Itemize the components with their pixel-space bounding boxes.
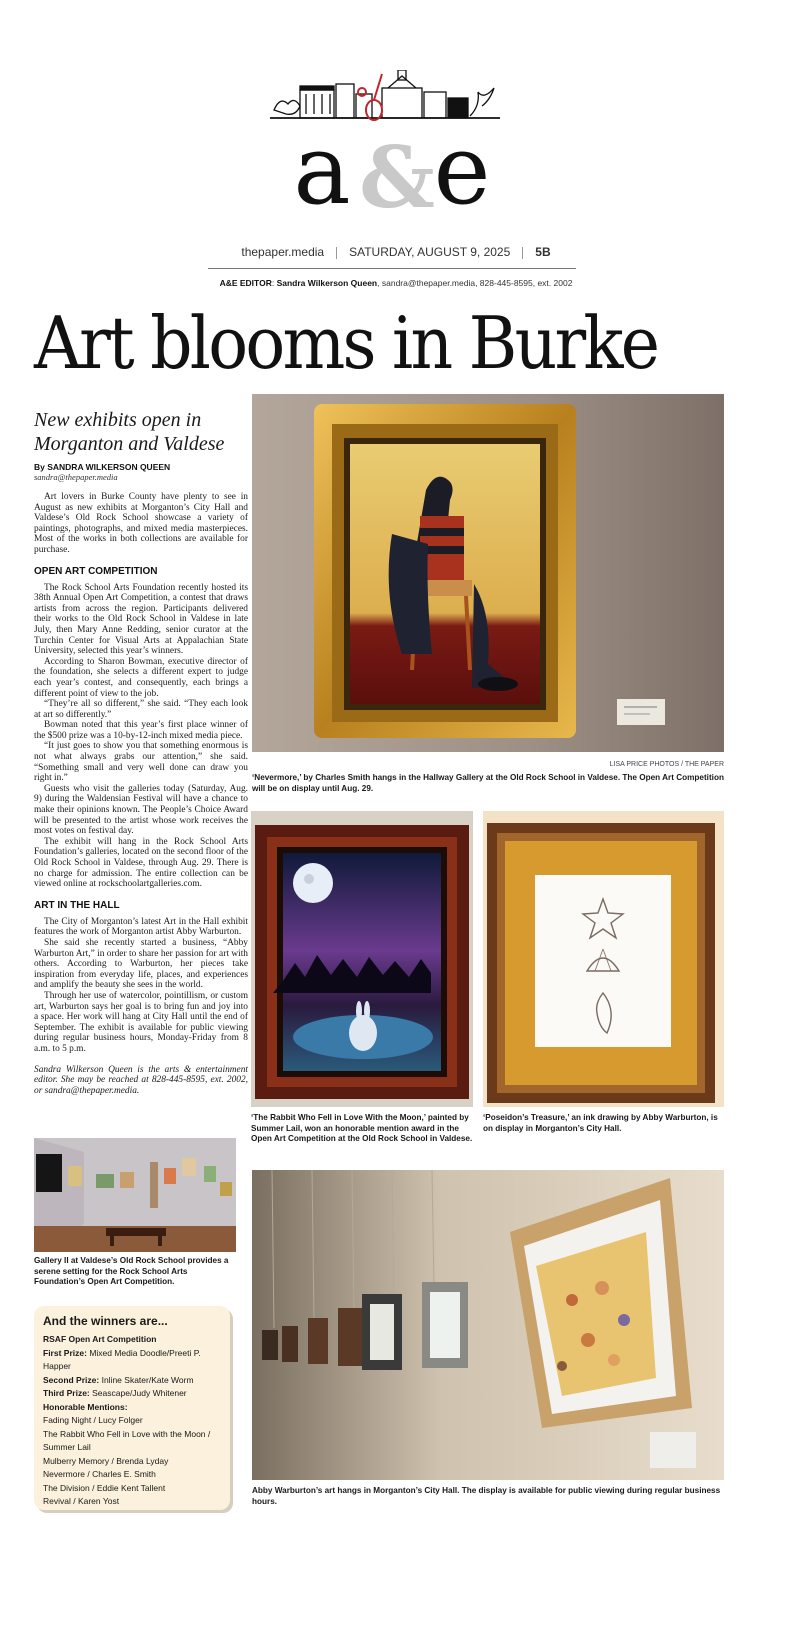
photo-city-hall [252,1170,724,1480]
caption-city-hall: Abby Warburton’s art hangs in Morganton’s City Hall. The display is available for public viewing during regular business hours. [252,1486,721,1506]
competition-name: RSAF Open Art Competition [43,1334,157,1344]
paragraph: According to Sharon Bowman, executive director of the foundation, she selects a different expert to judge each year’s contest, and consequently, each brings a different point of view to the job. [34,656,248,699]
section-heading: ART IN THE HALL [34,899,120,911]
logo-e: e [433,115,491,226]
photo-poseidon [483,811,724,1107]
honorable-item: Mulberry Memory / Brenda Lyday [43,1455,169,1466]
photo-gallery [34,1138,236,1252]
masthead-rule [208,268,576,269]
editor-label: A&E EDITOR [219,278,272,288]
winners-box [34,1306,230,1510]
ae-logo [282,115,512,235]
logo-ampersand: & [359,128,435,227]
dateline [0,245,792,259]
third-prize: Third Prize: Seascape/Judy Whitener [43,1388,187,1398]
photo-rabbit [251,811,473,1107]
paragraph: Through her use of watercolor, pointillism, or custom art, Warburton says her goal is to bring fun and joy into a space. Her work will hang at City Hall until the end of September. The exhibit is available for public viewing during regular business hours, Monday-Friday from 8 a.m. to 5 p.m. [34,990,248,1054]
logo-a: a [293,115,351,226]
honorable-item: Revival / Karen Yost [43,1496,120,1506]
editor-line: A&E EDITOR: Sandra Wilkerson Queen, sandra@thepaper.media, 828-445-8595, ext. 2002 [219,278,573,288]
article-column [34,408,248,1096]
honorable-item: Nevermore / Charles E. Smith [43,1469,156,1479]
first-prize: First Prize: Mixed Media Doodle/Preeti P. Happer [43,1347,201,1371]
paragraph: The Rock School Arts Foundation recently hosted its 38th Annual Open Art Competition, a contest that draws artists from across the region. Participants delivered their works to the Old Rock School in Valdese in late July, then Mary Anne Redding, senior curator at the Turchin Center for Visual Arts at Appalachian State University, selected this year’s winners. [34,582,248,657]
headline: Art blooms in Burke [34,301,658,385]
divider [336,247,337,259]
caption-nevermore: ‘Nevermore,’ by Charles Smith hangs in the Hallway Gallery at the Old Rock School in Valdese. The Open Art Competition will be on display until Aug. 29. [252,773,724,793]
paragraph: The exhibit will hang in the Rock School Arts Foundation’s galleries, located on the second floor of the Old Rock School in Valdese, through Aug. 29. There is no charge for admission. The entire collection can be viewed online at rockschoolartgalleries.com. [34,836,248,890]
paragraph: Bowman noted that this year’s first place winner of the $500 prize was a 10-by-12-inch mixed media piece. [34,720,248,741]
issue-date: SATURDAY, AUGUST 9, 2025 [349,245,511,259]
caption-poseidon: ‘Poseidon’s Treasure,’ an ink drawing by Abby Warburton, is on display in Morganton’s City Hall. [483,1113,718,1133]
photo-nevermore [252,394,724,752]
paragraph: She said she recently started a business, “Abby Warburton Art,” in order to share her passion for art with others. According to Warburton, her pieces take inspiration from everyday life, places, and experiences and amplify the beauty she sees in the world. [34,937,248,991]
editor-contact[interactable]: sandra@thepaper.media, 828-445-8595, ext. 2002 [381,278,573,288]
masthead [0,70,792,320]
caption-rabbit: ‘The Rabbit Who Fell in Love With the Moon,’ painted by Summer Lail, won an honorable mention award in the Open Art Competition at the Old Rock School in Valdese. [251,1113,473,1143]
section-heading: OPEN ART COMPETITION [34,565,158,577]
winners-title: And the winners are... [43,1314,168,1328]
paragraph: “They’re all so different,” she said. “They each look at art so differently.” [34,699,248,720]
honorable-item: The Division / Eddie Kent Tallent [43,1482,166,1493]
byline-email[interactable]: sandra@thepaper.media [34,472,118,482]
caption-gallery: Gallery II at Valdese’s Old Rock School provides a serene setting for the Rock School Arts Foundation’s Open Art Competition. [34,1256,229,1286]
article-body [34,492,248,1096]
paragraph: Guests who visit the galleries today (Saturday, Aug. 9) during the Waldensian Festival will have a chance to make their opinions known. The People’s Choice Award will be presented to the artist whose work receives the most votes on festival day. [34,783,248,837]
second-prize: Second Prize: Inline Skater/Kate Worm [43,1374,194,1385]
paragraph: “It just goes to show you that something enormous is not what always grabs our attention,” she said. “Something small and very well done can draw you right in.” [34,741,248,784]
subhead: New exhibits open in Morganton and Valdese [34,409,225,455]
divider [522,247,523,259]
site-link[interactable]: thepaper.media [241,245,325,259]
honorable-heading: Honorable Mentions: [43,1401,128,1412]
page-number: 5B [535,245,551,259]
honorable-item: Fading Night / Lucy Folger [43,1415,143,1425]
photo-credit: LISA PRICE PHOTOS / THE PAPER [609,761,724,768]
intro-paragraph: Art lovers in Burke County have plenty to see in August as new exhibits at Morganton’s City Hall and Valdese’s Old Rock School showcase a variety of paintings, photographs, and mixed media masterpieces. Most of the works in both collections are available for purchase. [34,492,248,555]
editor-name: Sandra Wilkerson Queen [276,278,378,288]
honorable-item: The Rabbit Who Fell in Love with the Moon / Summer Lail [43,1428,211,1452]
paragraph: The City of Morganton’s latest Art in the Hall exhibit features the work of Morganton artist Abby Warburton. [34,916,248,938]
author-tagline: Sandra Wilkerson Queen is the arts & entertainment editor. She may be reached at 828-445-8595, ext. 2002, or sandra@thepaper.media. [34,1064,248,1096]
byline: By SANDRA WILKERSON QUEEN [34,462,171,472]
